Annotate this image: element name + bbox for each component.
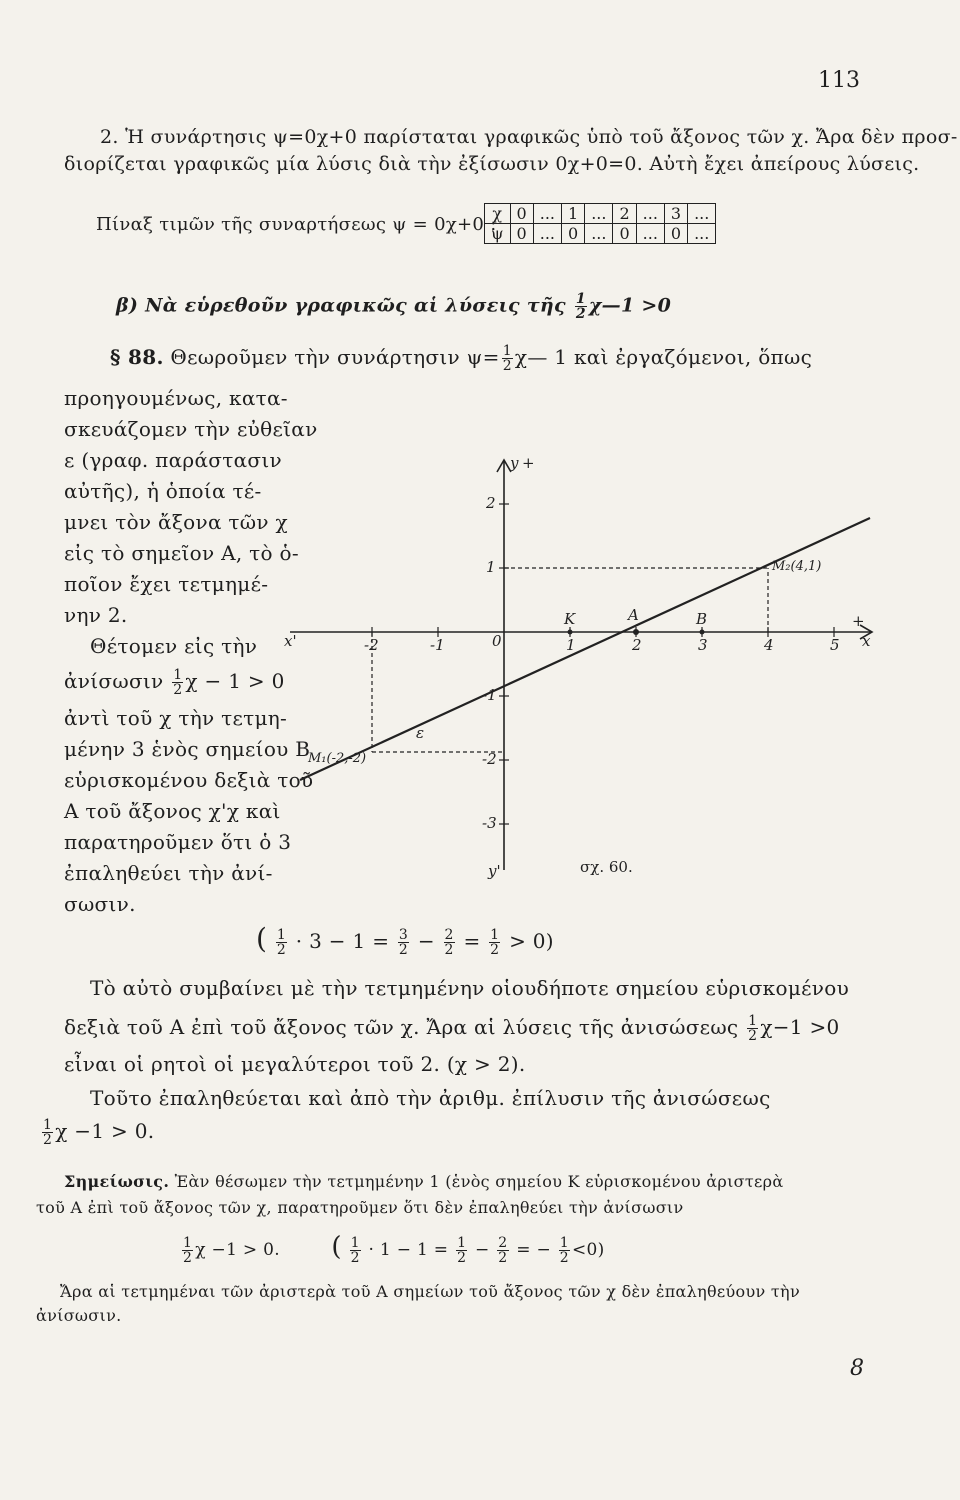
table-cell: ...	[533, 204, 561, 224]
section-b-prefix: β) Νὰ εὑρεθοῦν γραφικῶς αἱ λύσεις τῆς	[116, 294, 566, 317]
frac	[42, 1118, 53, 1147]
paren: (	[256, 922, 268, 955]
left-col-line: μνει τὸν ἄξονα τῶν χ	[64, 510, 288, 534]
frac-numerator: 1	[490, 927, 500, 943]
left-col-ineq-line	[64, 668, 285, 697]
note-calc-minus: −	[475, 1240, 490, 1260]
after-line2-end: χ−1 >0	[760, 1015, 840, 1039]
section-b-suffix: χ—1 >0	[588, 294, 672, 317]
table-row-x	[485, 204, 716, 224]
frac-numerator: 1	[43, 1117, 53, 1133]
frac-denominator: 2	[444, 942, 454, 958]
table-cell: ψ	[485, 224, 511, 244]
frac	[350, 1236, 361, 1265]
note-ineq-rest: χ −1 > 0.	[195, 1240, 280, 1260]
table-cell: 0	[510, 224, 533, 244]
frac	[559, 1236, 570, 1265]
note-calc-eq: = −	[516, 1240, 552, 1260]
frac-denominator: 2	[43, 1132, 53, 1148]
frac-denominator: 2	[502, 358, 512, 374]
note-line4: ἀνίσωσιν.	[36, 1306, 122, 1325]
x-label: x	[862, 632, 871, 650]
table-cell: ...	[585, 204, 613, 224]
frac-denominator: 2	[490, 942, 500, 958]
left-col-line: νην 2.	[64, 603, 128, 627]
table-caption: Πίναξ τιμῶν τῆς συναρτήσεως ψ = 0χ+0 :	[96, 214, 497, 235]
s88-label: § 88.	[110, 345, 164, 369]
point-A-label: A	[628, 606, 639, 624]
frac-numerator: 3	[398, 927, 409, 943]
line-epsilon-label: ε	[416, 724, 425, 742]
note-line3: Ἄρα αἱ τετμημέναι τῶν ἀριστερὰ τοῦ Α σημείων τοῦ ἄξονος τῶν χ δὲν ἐπαληθεύουν τὴν	[60, 1282, 800, 1301]
frac	[444, 928, 455, 957]
x-tick-label: 1	[566, 636, 576, 654]
calc1-minus: −	[417, 929, 435, 953]
figure-caption: σχ. 60.	[580, 858, 633, 876]
table-cell: ...	[636, 224, 664, 244]
point-K-label: K	[564, 610, 576, 628]
frac-denominator: 2	[498, 1250, 508, 1266]
section-b-fraction	[575, 292, 587, 321]
frac-numerator: 1	[183, 1235, 193, 1251]
frac	[182, 1236, 193, 1265]
frac	[497, 1236, 508, 1265]
frac-denominator: 2	[457, 1250, 467, 1266]
frac-denominator: 2	[350, 1250, 360, 1266]
frac-numerator: 1	[575, 291, 586, 307]
after-line4: Τοῦτο ἐπαληθεύεται καὶ ἀπὸ τὴν ἀριθμ. ἐπίλυσιν τῆς ἀνισώσεως	[90, 1086, 771, 1110]
x-tick-label: 4	[764, 636, 774, 654]
ineq-fraction	[172, 668, 183, 697]
left-col-line: σκευάζομεν τὴν εὐθεῖαν	[64, 417, 318, 441]
table-cell: ...	[636, 204, 664, 224]
left-col-line: Θέτομεν εἰς τὴν	[90, 634, 258, 658]
calc1-mid: · 3 − 1 =	[295, 929, 390, 953]
x-tick-label: -1	[430, 636, 445, 654]
frac	[456, 1236, 467, 1265]
frac-numerator: 2	[498, 1235, 508, 1251]
ineq-rest: χ − 1 > 0	[185, 669, 285, 693]
frac-numerator: 2	[444, 927, 454, 943]
table-cell: ...	[688, 204, 716, 224]
table-cell: χ	[485, 204, 511, 224]
graph-figure	[270, 440, 890, 900]
x-tick-label: 2	[632, 636, 642, 654]
frac	[489, 928, 500, 957]
y-tick-label: 2	[486, 494, 496, 512]
frac-numerator: 1	[502, 343, 512, 359]
left-col-line: εὑρισκομένου δεξιὰ τοῦ	[64, 768, 314, 792]
section-b-heading	[116, 292, 671, 321]
frac	[398, 928, 409, 957]
y-neg-label: y'	[488, 862, 501, 880]
frac-numerator: 1	[559, 1235, 569, 1251]
table-cell: 3	[664, 204, 687, 224]
frac-numerator: 1	[350, 1235, 360, 1251]
point-A-dot	[633, 629, 639, 635]
calc1-eq: =	[463, 929, 481, 953]
y-tick-label: -3	[482, 814, 497, 832]
x-tick-label: -2	[364, 636, 379, 654]
frac	[276, 928, 287, 957]
table-cell: 0	[510, 204, 533, 224]
table-cell: 0	[664, 224, 687, 244]
y-tick-label: -2	[482, 750, 497, 768]
frac-denominator: 2	[276, 942, 287, 958]
x-plus: +	[852, 612, 865, 630]
after-line5	[40, 1118, 154, 1147]
table-row-y	[485, 224, 716, 244]
point-B-label: B	[696, 610, 708, 628]
left-col-line: ἀνίσωσιν	[64, 669, 164, 693]
left-col-line: ποῖον ἔχει τετμημέ-	[64, 572, 269, 596]
left-col-line: εἰς τὸ σημεῖον Α, τὸ ὁ-	[64, 541, 299, 565]
after-line3: εἶναι οἱ ρητοὶ οἱ μεγαλύτεροι τοῦ 2. (χ > 2).	[64, 1052, 526, 1076]
frac-numerator: 1	[748, 1013, 758, 1029]
table-cell: 2	[613, 204, 636, 224]
x-tick-label: 5	[830, 636, 840, 654]
page-number: 113	[818, 68, 860, 93]
note-ineq-line	[180, 1232, 605, 1265]
s88-text2: χ— 1 καὶ ἐργαζόμενοι, ὅπως	[514, 345, 813, 369]
s88-line	[110, 344, 812, 373]
line-epsilon	[300, 518, 870, 780]
left-col-line: παρατηροῦμεν ὅτι ὁ 3	[64, 830, 292, 854]
left-col-line: ἐπαληθεύει τὴν ἀνί-	[64, 861, 273, 885]
y-tick-label: -1	[482, 686, 497, 704]
after-line2	[64, 1014, 840, 1043]
calc1-close: > 0)	[509, 929, 554, 953]
calc1-line	[256, 922, 554, 957]
point-K-dot	[568, 630, 573, 635]
after-line1: Τὸ αὐτὸ συμβαίνει μὲ τὴν τετμημένην οἱουδήποτε σημείου εὑρισκομένου	[90, 976, 850, 1000]
x-tick-label: 3	[698, 636, 708, 654]
s88-text1: Θεωροῦμεν τὴν συνάρτησιν ψ=	[170, 345, 500, 369]
frac-denominator: 2	[559, 1250, 569, 1266]
frac-denominator: 2	[173, 682, 183, 698]
table-cell: 1	[562, 204, 585, 224]
frac-numerator: 1	[173, 667, 183, 683]
point-B-dot	[700, 630, 705, 635]
note-text1: Ἐὰν θέσωμεν τὴν τετμημένην 1 (ἑνὸς σημείου Κ εὑρισκομένου ἀριστερὰ	[174, 1172, 784, 1191]
y-plus: +	[522, 454, 535, 472]
left-col-line: Α τοῦ ἄξονος χ'χ καὶ	[64, 799, 281, 823]
y-label: y	[510, 454, 519, 472]
frac-denominator: 2	[575, 306, 586, 322]
note-calc-mid: · 1 − 1 =	[368, 1240, 449, 1260]
x-neg-label: x'	[284, 632, 297, 650]
left-col-line: ἀντὶ τοῦ χ τὴν τετμη-	[64, 706, 288, 730]
m1-label: M₁(-2,-2)	[308, 751, 367, 766]
m2-label: M₂(4,1)	[772, 559, 822, 574]
frac-numerator: 1	[276, 927, 287, 943]
y-tick-label: 1	[486, 558, 496, 576]
frac-denominator: 2	[748, 1028, 758, 1044]
note-line1	[64, 1172, 783, 1191]
origin-label: 0	[492, 632, 502, 650]
after-line5-text: χ −1 > 0.	[55, 1119, 155, 1143]
frac-numerator: 1	[457, 1235, 467, 1251]
footer-mark: 8	[850, 1356, 864, 1381]
s88-fraction	[502, 344, 513, 373]
frac	[747, 1014, 758, 1043]
table-cell: ...	[585, 224, 613, 244]
note-title: Σημείωσις.	[64, 1172, 170, 1191]
value-table	[484, 203, 716, 244]
note-calc-close: <0)	[571, 1240, 605, 1260]
para2-line2: διορίζεται γραφικῶς μία λύσις διὰ τὴν ἐξίσωσιν 0χ+0=0. Αὐτὴ ἔχει ἀπείρους λύσεις.	[64, 153, 920, 175]
table-cell: ...	[688, 224, 716, 244]
paren: (	[331, 1232, 342, 1262]
note-line2: τοῦ Α ἐπὶ τοῦ ἄξονος τῶν χ, παρατηροῦμεν ὅτι δὲν ἐπαληθεύει τὴν ἀνίσωσιν	[36, 1198, 684, 1217]
after-line2-text: δεξιὰ τοῦ Α ἐπὶ τοῦ ἄξονος τῶν χ. Ἄρα αἱ λύσεις τῆς ἀνισώσεως	[64, 1015, 739, 1039]
table-cell: 0	[613, 224, 636, 244]
table-cell: 0	[562, 224, 585, 244]
frac-denominator: 2	[398, 942, 409, 958]
left-col-line: μένην 3 ἑνὸς σημείου Β	[64, 737, 311, 761]
left-col-line: προηγουμένως, κατα-	[64, 386, 288, 410]
para2-line1: 2. Ἡ συνάρτησις ψ=0χ+0 παρίσταται γραφικῶς ὑπὸ τοῦ ἄξονος τῶν χ. Ἄρα δὲν προσ-	[100, 126, 958, 148]
table-cell: ...	[533, 224, 561, 244]
left-col-line: αὐτῆς), ἡ ὁποία τέ-	[64, 479, 262, 503]
frac-denominator: 2	[183, 1250, 193, 1266]
left-col-line: σωσιν.	[64, 892, 136, 916]
left-col-line: ε (γραφ. παράστασιν	[64, 448, 282, 472]
